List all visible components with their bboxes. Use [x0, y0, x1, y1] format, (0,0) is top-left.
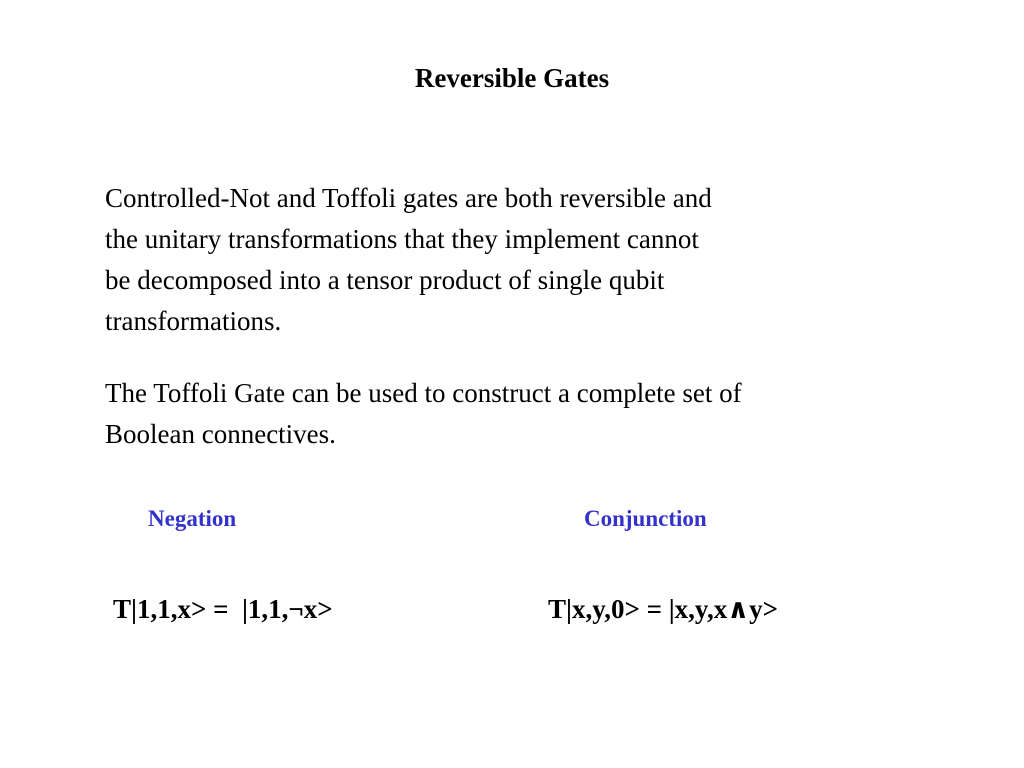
negation-formula: T|1,1,x> = |1,1,¬x> [113, 594, 333, 624]
conjunction-formula: T|x,y,0> = |x,y,x∧y> [548, 594, 779, 624]
paragraph-line: Controlled-Not and Toffoli gates are both reversible and [105, 183, 712, 213]
paragraph-reversible-gates [105, 178, 885, 342]
slide-title: Reversible Gates [414, 63, 610, 93]
paragraph-toffoli-connectives [105, 373, 925, 455]
conjunction-label: Conjunction [584, 506, 707, 531]
paragraph-line: The Toffoli Gate can be used to construct a complete set of [105, 378, 742, 408]
negation-label: Negation [148, 506, 237, 531]
paragraph-line: be decomposed into a tensor product of single qubit [105, 265, 665, 295]
paragraph-line: the unitary transformations that they implement cannot [105, 224, 699, 254]
paragraph-line: transformations. [105, 306, 282, 336]
paragraph-line: Boolean connectives. [105, 419, 336, 449]
